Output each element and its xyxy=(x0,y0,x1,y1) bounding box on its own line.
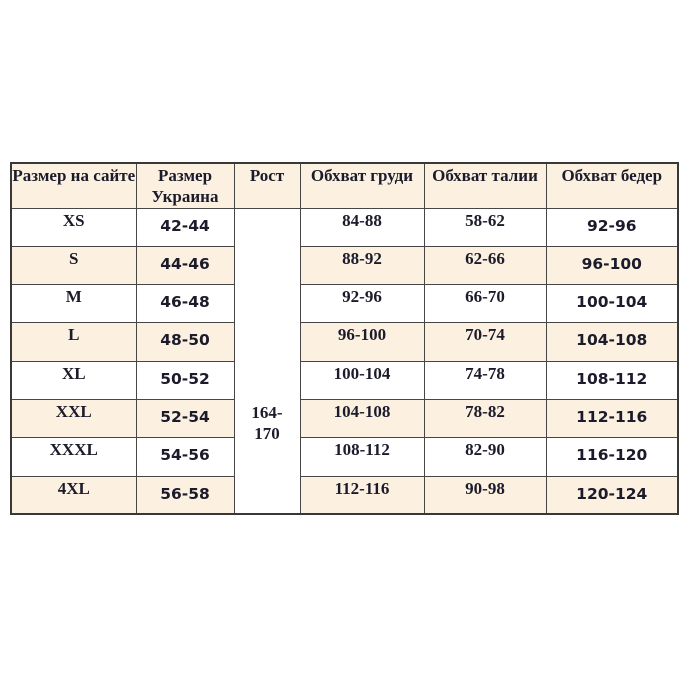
cell-hips: 104-108 xyxy=(546,323,678,361)
table-row xyxy=(11,323,678,361)
cell-size-site: M xyxy=(11,285,136,323)
cell-waist: 90-98 xyxy=(424,476,546,514)
cell-size-ukraine: 46-48 xyxy=(136,285,234,323)
cell-waist: 62-66 xyxy=(424,246,546,284)
header-hips: Обхват бедер xyxy=(546,163,678,208)
table-row xyxy=(11,399,678,437)
cell-size-site: 4XL xyxy=(11,476,136,514)
table-row xyxy=(11,285,678,323)
cell-chest: 100-104 xyxy=(300,361,424,399)
cell-chest: 92-96 xyxy=(300,285,424,323)
cell-size-site: XXL xyxy=(11,399,136,437)
cell-size-site: XXXL xyxy=(11,438,136,476)
table-row xyxy=(11,361,678,399)
header-height: Рост xyxy=(234,163,300,208)
cell-waist: 82-90 xyxy=(424,438,546,476)
cell-waist: 78-82 xyxy=(424,399,546,437)
cell-chest: 88-92 xyxy=(300,246,424,284)
cell-size-site: S xyxy=(11,246,136,284)
table-header xyxy=(11,163,678,208)
cell-size-ukraine: 54-56 xyxy=(136,438,234,476)
table-row xyxy=(11,438,678,476)
table-row xyxy=(11,476,678,514)
cell-hips: 100-104 xyxy=(546,285,678,323)
table-row xyxy=(11,208,678,246)
cell-size-ukraine: 44-46 xyxy=(136,246,234,284)
cell-chest: 112-116 xyxy=(300,476,424,514)
size-chart-table xyxy=(10,162,679,515)
table-row xyxy=(11,246,678,284)
cell-chest: 84-88 xyxy=(300,208,424,246)
cell-waist: 74-78 xyxy=(424,361,546,399)
cell-hips: 116-120 xyxy=(546,438,678,476)
header-size-ukraine: Размер Украина xyxy=(136,163,234,208)
header-chest: Обхват груди xyxy=(300,163,424,208)
cell-size-site: XL xyxy=(11,361,136,399)
cell-size-site: XS xyxy=(11,208,136,246)
cell-hips: 108-112 xyxy=(546,361,678,399)
cell-chest: 96-100 xyxy=(300,323,424,361)
cell-hips: 120-124 xyxy=(546,476,678,514)
cell-size-ukraine: 48-50 xyxy=(136,323,234,361)
cell-size-ukraine: 56-58 xyxy=(136,476,234,514)
cell-chest: 108-112 xyxy=(300,438,424,476)
cell-chest: 104-108 xyxy=(300,399,424,437)
cell-size-ukraine: 52-54 xyxy=(136,399,234,437)
cell-hips: 92-96 xyxy=(546,208,678,246)
cell-hips: 112-116 xyxy=(546,399,678,437)
cell-waist: 70-74 xyxy=(424,323,546,361)
cell-size-ukraine: 42-44 xyxy=(136,208,234,246)
cell-size-site: L xyxy=(11,323,136,361)
height-value: 164-170 xyxy=(251,402,283,443)
size-table-body xyxy=(11,208,678,514)
cell-size-ukraine: 50-52 xyxy=(136,361,234,399)
cell-height-merged xyxy=(234,208,300,514)
header-waist: Обхват талии xyxy=(424,163,546,208)
cell-hips: 96-100 xyxy=(546,246,678,284)
cell-waist: 58-62 xyxy=(424,208,546,246)
header-row xyxy=(11,163,678,208)
cell-waist: 66-70 xyxy=(424,285,546,323)
header-size-site: Размер на сайте xyxy=(11,163,136,208)
